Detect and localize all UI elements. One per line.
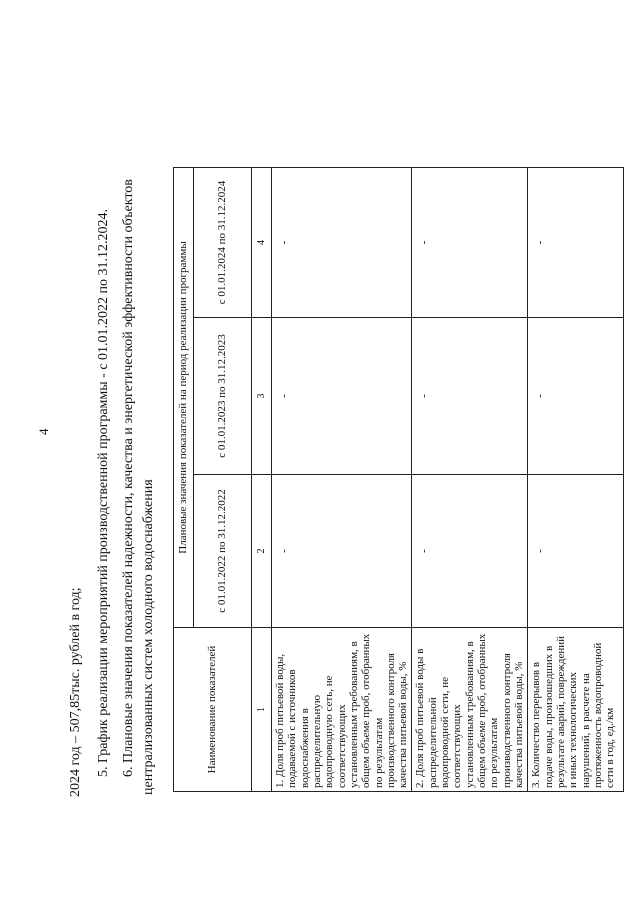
indicator-value: - bbox=[272, 168, 412, 318]
indicator-value: - bbox=[528, 318, 624, 475]
page-number: 4 bbox=[36, 428, 51, 435]
column-number: 3 bbox=[252, 318, 272, 475]
indicator-value: - bbox=[412, 168, 528, 318]
column-number: 1 bbox=[252, 628, 272, 792]
indicator-name: 2. Доля проб питьевой воды в распределительной водопроводной сети, не соответствующих установленным требованиям, в общем объеме проб, отобранных по результатам производственного контроля качества питьевой воды, % bbox=[412, 628, 528, 792]
indicator-value: - bbox=[272, 475, 412, 628]
table-row bbox=[272, 168, 412, 792]
column-number: 2 bbox=[252, 475, 272, 628]
indicator-value: - bbox=[528, 475, 624, 628]
header-period-2023: с 01.01.2023 по 31.12.2023 bbox=[194, 318, 252, 475]
header-planned-values: Плановые значения показателей на период реализации программы bbox=[174, 168, 194, 628]
cost-line-2024: 2024 год – 507,85тыс. рублей в год; bbox=[68, 587, 83, 797]
indicator-name: 1. Доля проб питьевой воды, подаваемой с источников водоснабжения в распределительную водопроводную сеть, не соответствующих установленным требованиям, в общем объеме проб, отобранных по результатам производственного контроля качества питьевой воды, % bbox=[272, 628, 412, 792]
indicator-value: - bbox=[272, 318, 412, 475]
section-6-heading-line1: 6. Плановые значения показателей надежности, качества и энергетической эффективности объектов bbox=[121, 179, 136, 777]
table-row bbox=[412, 168, 528, 792]
header-period-2024: с 01.01.2024 по 31.12.2024 bbox=[194, 168, 252, 318]
indicator-value: - bbox=[412, 318, 528, 475]
section-6-heading-line2: централизованных систем холодного водоснабжения bbox=[141, 479, 156, 795]
column-number: 4 bbox=[252, 168, 272, 318]
header-period-2022: с 01.01.2022 по 31.12.2022 bbox=[194, 475, 252, 628]
header-indicator-name: Наименование показателей bbox=[174, 628, 252, 792]
indicator-value: - bbox=[528, 168, 624, 318]
indicator-value: - bbox=[412, 475, 528, 628]
indicator-name: 3. Количество перерывов в подаче воды, произошедших в результате аварий, повреждений и иных технологических нарушений, в расчете на протяженность водопроводной сети в год, ед./км bbox=[528, 628, 624, 792]
section-5-schedule: 5. График реализации мероприятий производственной программы - с 01.01.2022 по 31.12.2024. bbox=[96, 208, 111, 777]
table-row bbox=[528, 168, 624, 792]
indicators-table bbox=[173, 167, 624, 792]
